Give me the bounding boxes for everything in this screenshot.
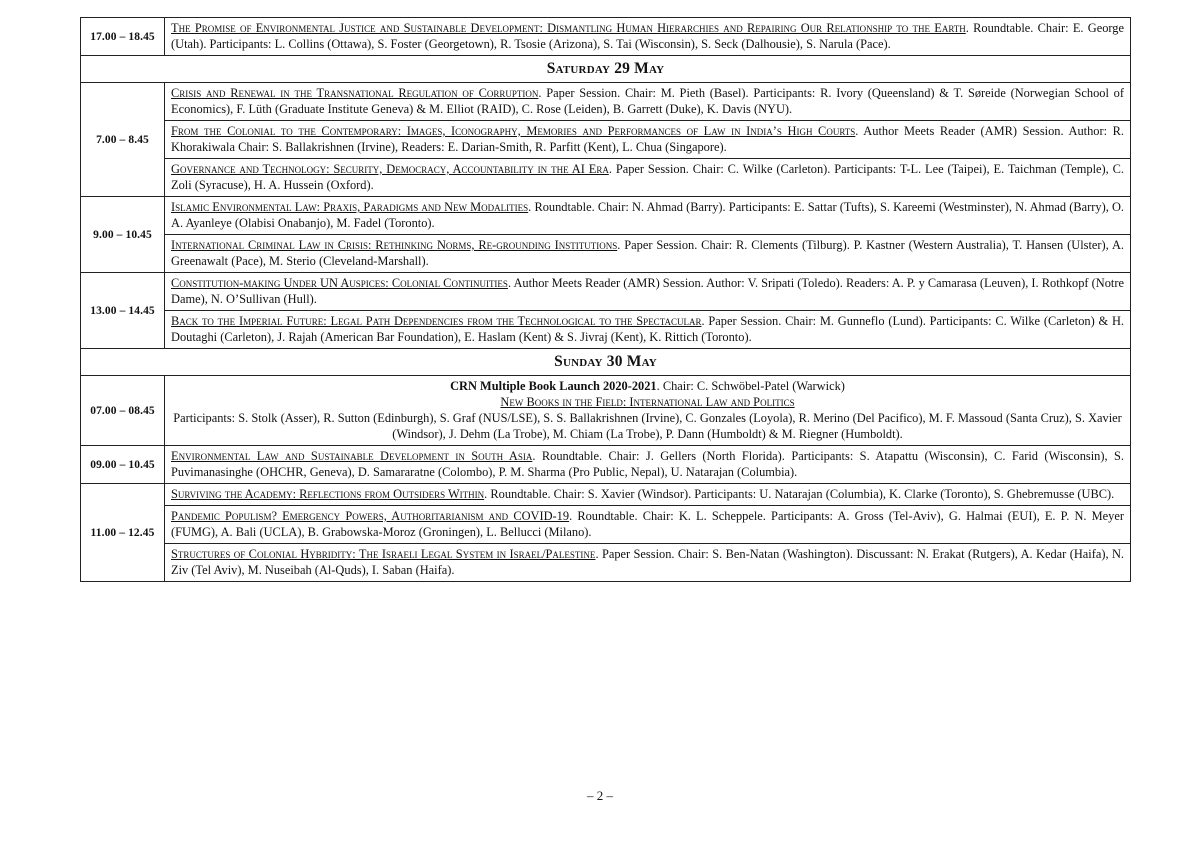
time-slot: 07.00 – 08.45 bbox=[81, 376, 165, 446]
day-row bbox=[81, 349, 1131, 376]
day-heading: Saturday 29 May bbox=[81, 56, 1131, 83]
session-details: Roundtable. Chair: E. George (Utah). Participants: L. Collins (Ottawa), S. Foster (Georgetown), R. Tsosie (Arizona), S. Tai (Wisconsin), S. Seck (Dalhousie), S. Narula (Pace). bbox=[171, 21, 1124, 51]
day-heading: Sunday 30 May bbox=[81, 349, 1131, 376]
session-title-separator: . bbox=[484, 487, 491, 501]
session-title-separator: . bbox=[965, 21, 969, 35]
session-title: Pandemic Populism? Emergency Powers, Authoritarianism and COVID-19 bbox=[171, 509, 570, 523]
session-cell bbox=[165, 197, 1131, 273]
session-title: Surviving the Academy: Reflections from Outsiders Within bbox=[171, 487, 485, 501]
session-details: Paper Session. Chair: M. Pieth (Basel). Participants: R. Ivory (Queensland) & T. Søreide (Norwegian School of Economics), F. Lüth (Graduate Institute Geneva) & M. Elliot (RAID), C. Rose (Leiden), B. Garrett (Duke), K. Davis (NYU). bbox=[171, 86, 1124, 116]
time-slot-row bbox=[81, 376, 1131, 446]
session-details: Roundtable. Chair: N. Ahmad (Barry). Participants: E. Sattar (Tufts), S. Kareemi (Westminster), N. Ahmad (Barry), O. A. Ayanleye (Olabisi Onabanjo), M. Fadel (Toronto). bbox=[171, 200, 1124, 230]
book-launch-heading bbox=[171, 378, 1124, 394]
session-title: Governance and Technology: Security, Democracy, Accountability in the AI Era bbox=[171, 162, 609, 176]
session-title: The Promise of Environmental Justice and Sustainable Development: Dismantling Human Hierarchies and Repairing Our Relationship to the Earth bbox=[171, 21, 966, 35]
session-title-separator: . bbox=[701, 314, 709, 328]
session-title: Environmental Law and Sustainable Development in South Asia bbox=[171, 449, 533, 463]
schedule-body bbox=[81, 18, 1131, 582]
book-launch-participants: Participants: S. Stolk (Asser), R. Sutton (Edinburgh), S. Graf (NUS/LSE), S. S. Ballakrishnen (Irvine), C. Gonzales (Loyola), R. Merino (Del Pacifico), M. F. Massoud (Santa Cruz), S. Xavier (Windsor), J. Dehm (La Trobe), M. Chiam (La Trobe), P. Dann (Humboldt) & M. Riegner (Humboldt). bbox=[173, 411, 1122, 441]
session-title: International Criminal Law in Crisis: Rethinking Norms, Re-grounding Institutions bbox=[171, 238, 618, 252]
time-slot: 13.00 – 14.45 bbox=[81, 273, 165, 349]
session-entry bbox=[165, 18, 1130, 55]
time-slot-row bbox=[81, 273, 1131, 349]
session-entry bbox=[165, 506, 1130, 544]
session-title: From the Colonial to the Contemporary: Images, Iconography, Memories and Performances of Law in India’s High Courts bbox=[171, 124, 856, 138]
time-slot-row bbox=[81, 83, 1131, 197]
session-title: Back to the Imperial Future: Legal Path Dependencies from the Technological to the Spectacular bbox=[171, 314, 702, 328]
session-entry bbox=[165, 121, 1130, 159]
time-slot-row bbox=[81, 446, 1131, 484]
day-row bbox=[81, 56, 1131, 83]
session-cell bbox=[165, 484, 1131, 582]
book-launch-entry bbox=[165, 376, 1130, 445]
session-title-separator: . bbox=[569, 509, 578, 523]
session-entry bbox=[165, 484, 1130, 506]
session-details: Author Meets Reader (AMR) Session. Author: V. Sripati (Toledo). Readers: A. P. y Camarasa (Leuven), I. Rothkopf (Notre Dame), N. O’Sullivan (Hull). bbox=[171, 276, 1124, 306]
session-entry bbox=[165, 235, 1130, 272]
session-details: Paper Session. Chair: R. Clements (Tilburg). P. Kastner (Western Australia), T. Hansen (Ulster), A. Greenawalt (Pace), M. Sterio (Cleveland-Marshall). bbox=[171, 238, 1125, 268]
session-title-separator: . bbox=[855, 124, 859, 138]
session-title-separator: . bbox=[608, 162, 616, 176]
session-cell bbox=[165, 83, 1131, 197]
session-entry bbox=[165, 273, 1130, 311]
session-title-separator: . bbox=[532, 449, 542, 463]
time-slot-row bbox=[81, 197, 1131, 273]
schedule-table bbox=[80, 17, 1131, 582]
session-details: Paper Session. Chair: M. Gunneflo (Lund). Participants: C. Wilke (Carleton) & H. Doutaghi (Carleton), J. Rajah (American Bar Foundation), E. Haslam (Kent) & S. Jivraj (Kent), K. Rittich (Toronto). bbox=[171, 314, 1125, 344]
session-title-separator: . bbox=[528, 200, 535, 214]
session-entry bbox=[165, 159, 1130, 196]
session-entry bbox=[165, 446, 1130, 483]
book-launch-title: CRN Multiple Book Launch 2020-2021 bbox=[450, 379, 657, 393]
session-title: Constitution-making Under UN Auspices: Colonial Continuities bbox=[171, 276, 508, 290]
time-slot-row bbox=[81, 18, 1131, 56]
time-slot: 09.00 – 10.45 bbox=[81, 446, 165, 484]
session-cell bbox=[165, 376, 1131, 446]
book-launch-chair: . Chair: C. Schwöbel-Patel (Warwick) bbox=[656, 379, 845, 393]
session-cell bbox=[165, 18, 1131, 56]
session-details: Paper Session. Chair: C. Wilke (Carleton). Participants: T-L. Lee (Taipei), E. Taichman (Temple), C. Zoli (Syracuse), H. A. Hussein (Oxford). bbox=[171, 162, 1124, 192]
session-title: Structures of Colonial Hybridity: The Israeli Legal System in Israel/Palestine bbox=[171, 547, 596, 561]
session-title: Islamic Environmental Law: Praxis, Paradigms and New Modalities bbox=[171, 200, 529, 214]
session-details: Roundtable. Chair: S. Xavier (Windsor). Participants: U. Natarajan (Columbia), K. Clarke (Toronto), S. Ghebremusse (UBC). bbox=[490, 487, 1115, 501]
session-entry bbox=[165, 83, 1130, 121]
session-cell bbox=[165, 273, 1131, 349]
session-title: Crisis and Renewal in the Transnational Regulation of Corruption bbox=[171, 86, 539, 100]
session-entry bbox=[165, 197, 1130, 235]
page-number: – 2 – bbox=[587, 788, 613, 803]
session-details: Author Meets Reader (AMR) Session. Author: R. Khorakiwala Chair: S. Ballakrishnen (Irvine), Readers: E. Darian-Smith, R. Parfitt (Kent), L. Chua (Singapore). bbox=[171, 124, 1124, 154]
time-slot: 7.00 – 8.45 bbox=[81, 83, 165, 197]
time-slot: 17.00 – 18.45 bbox=[81, 18, 165, 56]
time-slot: 11.00 – 12.45 bbox=[81, 484, 165, 582]
session-title-separator: . bbox=[538, 86, 542, 100]
time-slot: 9.00 – 10.45 bbox=[81, 197, 165, 273]
session-title-separator: . bbox=[507, 276, 512, 290]
session-details: Roundtable. Chair: K. L. Scheppele. Participants: A. Gross (Tel-Aviv), G. Halmai (EUI), E. P. N. Meyer (FUMG), A. Bali (UCLA), B. Grabowska-Moroz (Groningen), L. Bellucci (Milano). bbox=[171, 509, 1124, 539]
book-launch-subtitle: New Books in the Field: International Law and Politics bbox=[500, 395, 795, 409]
session-entry bbox=[165, 311, 1130, 348]
session-title-separator: . bbox=[617, 238, 625, 252]
session-entry bbox=[165, 544, 1130, 581]
session-cell bbox=[165, 446, 1131, 484]
session-title-separator: . bbox=[595, 547, 602, 561]
time-slot-row bbox=[81, 484, 1131, 582]
session-details: Roundtable. Chair: J. Gellers (North Florida). Participants: S. Atapattu (Wisconsin), C. Farid (Wisconsin), S. Puvimanasinghe (OHCHR, Geneva), D. Samararatne (Colombo), P. M. Sharma (Pro Public, Nepal), U. Natarajan (Columbia). bbox=[171, 449, 1124, 479]
session-details: Paper Session. Chair: S. Ben-Natan (Washington). Discussant: N. Erakat (Rutgers), A. Kedar (Haifa), N. Ziv (Tel Aviv), M. Nuseibah (Al-Quds), I. Saban (Haifa). bbox=[171, 547, 1124, 577]
